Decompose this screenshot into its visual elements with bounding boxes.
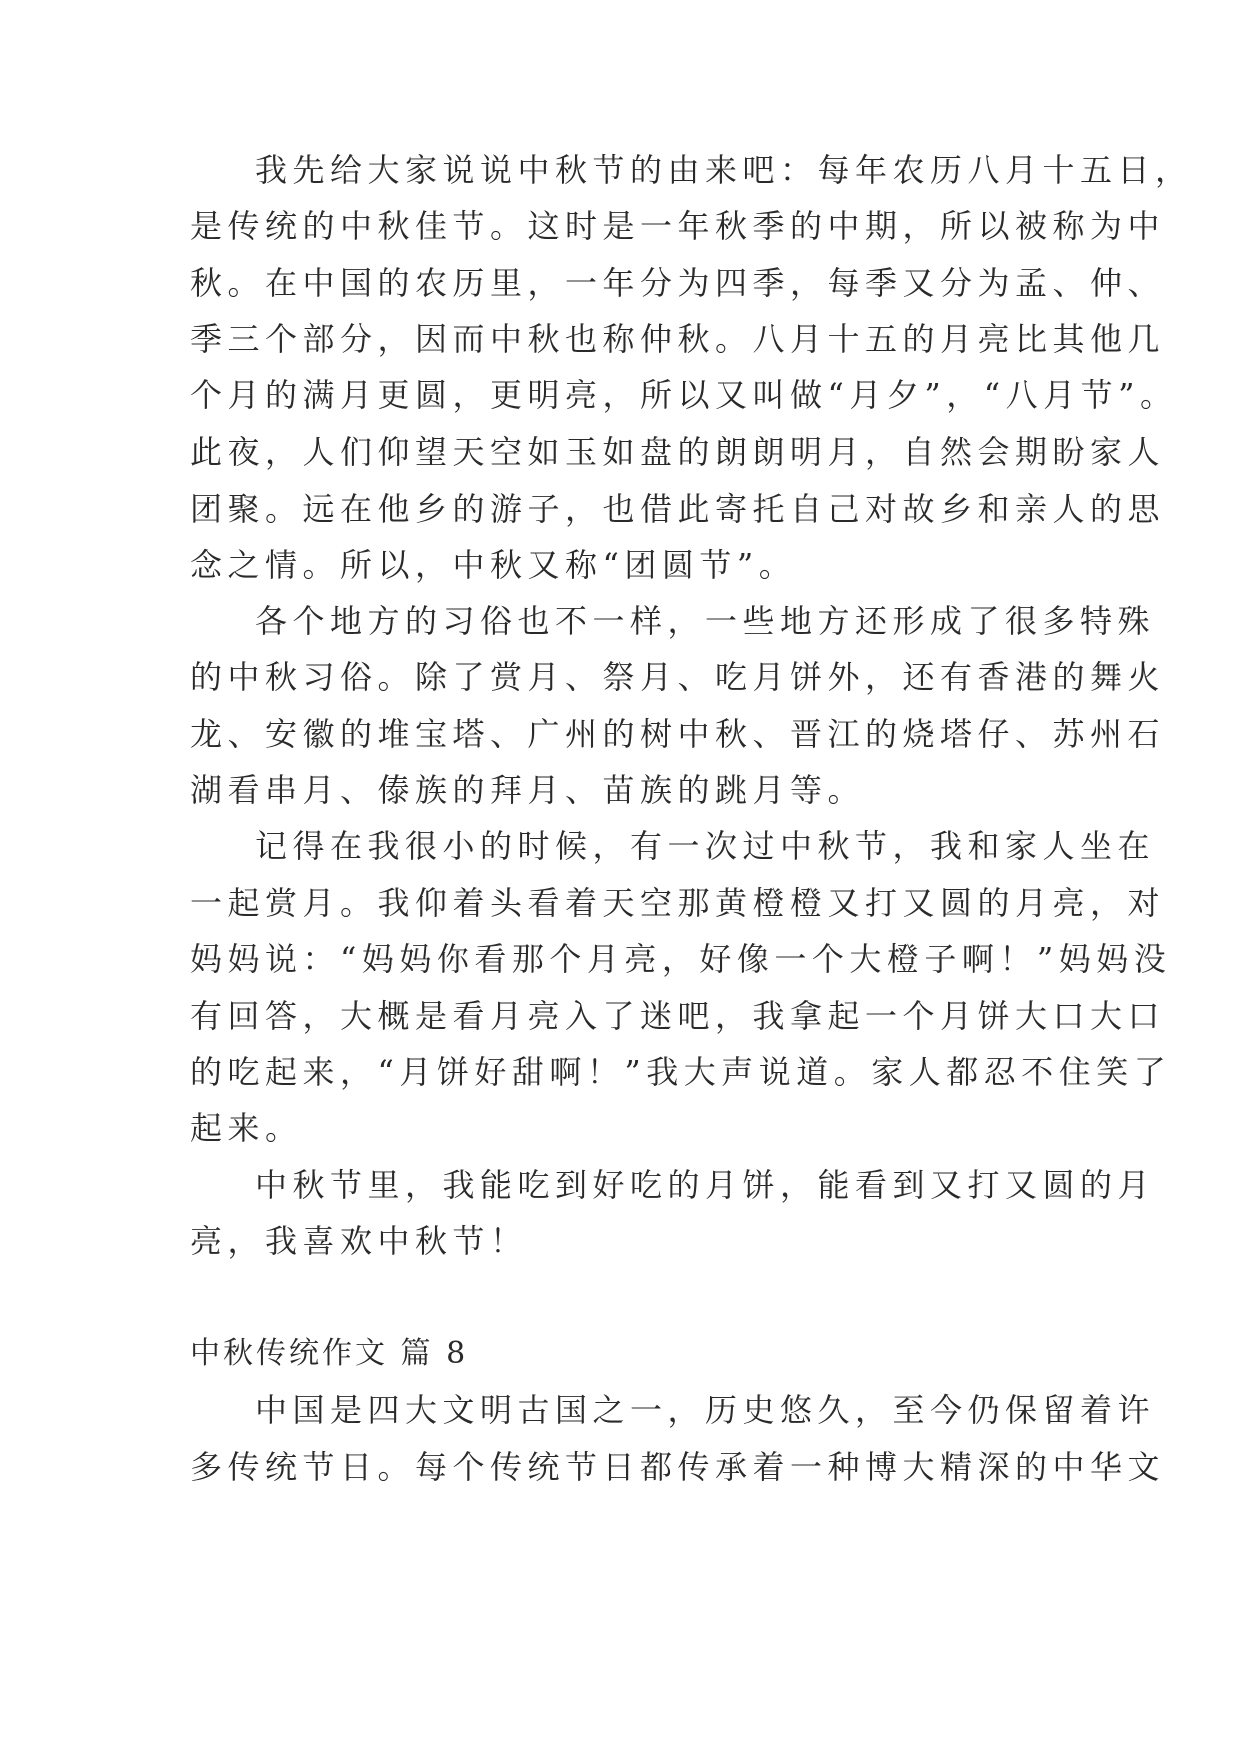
paragraph-line: 季三个部分，因而中秋也称仲秋。八月十五的月亮比其他几 bbox=[190, 320, 1166, 358]
paragraph-line: 的中秋习俗。除了赏月、祭月、吃月饼外，还有香港的舞火 bbox=[190, 658, 1166, 696]
paragraph-line: 龙、安徽的堆宝塔、广州的树中秋、晋江的烧塔仔、苏州石 bbox=[190, 715, 1166, 753]
paragraph-line: 的吃起来，“月饼好甜啊！”我大声说道。家人都忍不住笑了 bbox=[190, 1053, 1172, 1091]
paragraph-line: 湖看串月、傣族的拜月、苗族的跳月等。 bbox=[190, 771, 866, 809]
paragraph-line: 有回答，大概是看月亮入了迷吧，我拿起一个月饼大口大口 bbox=[190, 997, 1166, 1035]
paragraph-line: 妈妈说：“妈妈你看那个月亮，好像一个大橙子啊！”妈妈没 bbox=[190, 940, 1172, 978]
paragraph-line: 念之情。所以，中秋又称“团圆节”。 bbox=[190, 546, 797, 584]
paragraph-line: 中秋节里，我能吃到好吃的月饼，能看到又打又圆的月 bbox=[255, 1166, 1156, 1204]
paragraph-line: 亮，我喜欢中秋节！ bbox=[190, 1222, 528, 1260]
paragraph-line: 此夜，人们仰望天空如玉如盘的朗朗明月，自然会期盼家人 bbox=[190, 433, 1166, 471]
paragraph-line: 秋。在中国的农历里，一年分为四季，每季又分为孟、仲、 bbox=[190, 264, 1166, 302]
paragraph-line: 一起赏月。我仰着头看着天空那黄橙橙又打又圆的月亮，对 bbox=[190, 884, 1166, 922]
section-heading: 中秋传统作文 篇 8 bbox=[190, 1336, 469, 1371]
paragraph-line: 各个地方的习俗也不一样，一些地方还形成了很多特殊 bbox=[255, 602, 1156, 640]
paragraph-line: 中国是四大文明古国之一，历史悠久，至今仍保留着许 bbox=[255, 1391, 1156, 1429]
paragraph-line: 个月的满月更圆，更明亮，所以又叫做“月夕”，“八月节”。 bbox=[190, 376, 1178, 414]
paragraph-line: 起来。 bbox=[190, 1109, 303, 1147]
paragraph-line: 团聚。远在他乡的游子，也借此寄托自己对故乡和亲人的思 bbox=[190, 490, 1166, 528]
paragraph-line: 多传统节日。每个传统节日都传承着一种博大精深的中华文 bbox=[190, 1448, 1166, 1486]
paragraph-line: 我先给大家说说中秋节的由来吧：每年农历八月十五日， bbox=[255, 151, 1193, 189]
paragraph-line: 是传统的中秋佳节。这时是一年秋季的中期，所以被称为中 bbox=[190, 207, 1166, 245]
paragraph-line: 记得在我很小的时候，有一次过中秋节，我和家人坐在 bbox=[255, 827, 1156, 865]
